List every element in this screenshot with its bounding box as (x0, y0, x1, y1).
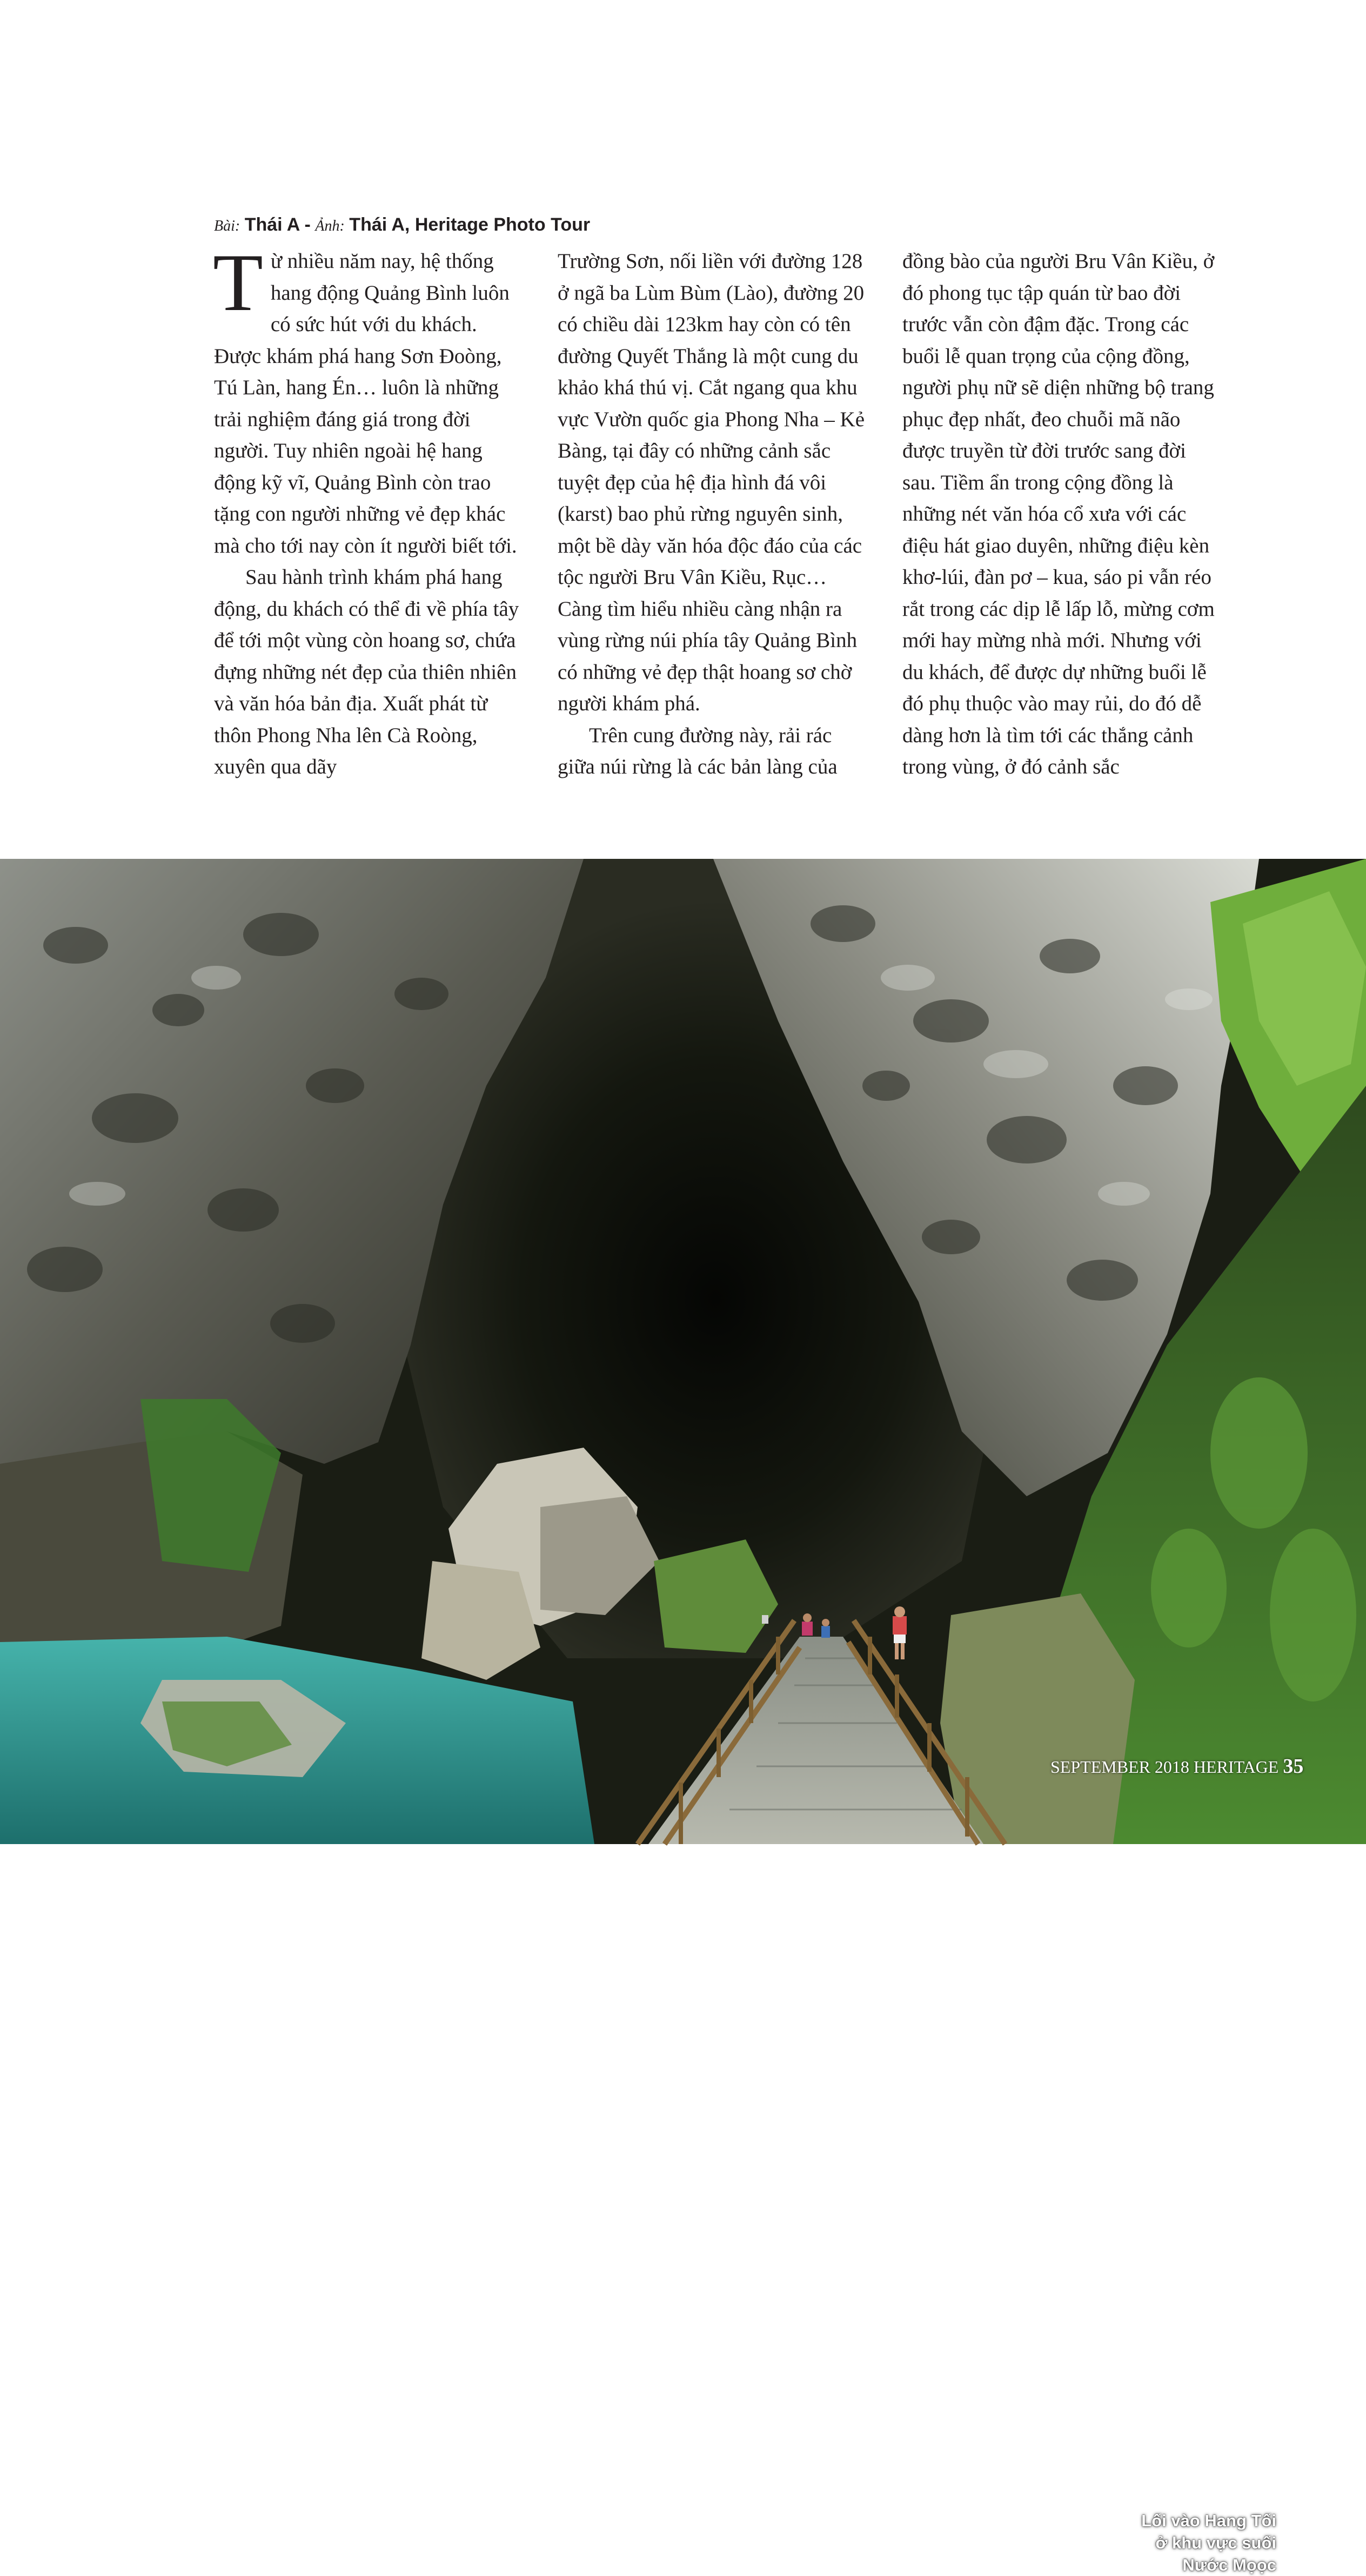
byline-photographers: Thái A, Heritage Photo Tour (349, 214, 591, 235)
byline-text-label: Bài: (214, 218, 240, 234)
article-column-2 (558, 246, 871, 813)
article-paragraph: Trên cung đường này, rải rác giữa núi rừng là các bản làng của (558, 723, 838, 778)
byline (214, 210, 1241, 241)
photo-caption (1108, 2510, 1276, 2576)
cave-entrance-photo (0, 859, 1366, 2574)
drop-cap: T (213, 237, 263, 328)
article-paragraph: Trường Sơn, nối liền với đường 128 ở ngã ba Lùm Bùm (Lào), đường 20 có chiều dài 123km hay còn có tên đường Quyết Thắng là một cung du khảo khá thú vị. Cắt ngang qua khu vực Vườn quốc gia Phong Nha – Kẻ Bàng, tại đây có những cảnh sắc tuyệt đẹp của hệ địa hình đá vôi (karst) bao phủ rừng nguyên sinh, một bề dày văn hóa độc đáo của các tộc người Bru Vân Kiều, Rục… Càng tìm hiểu nhiều càng nhận ra vùng rừng núi phía tây Quảng Bình có những vẻ đẹp thật hoang sơ chờ người khám phá. (558, 250, 865, 715)
folio-date: SEPTEMBER 2018 (1050, 1757, 1189, 1777)
article-paragraph: đồng bào của người Bru Vân Kiều, ở đó phong tục tập quán từ bao đời trước vẫn còn đậm đặc. Trong các buổi lễ quan trọng của cộng đồng, người phụ nữ sẽ diện những bộ trang phục đẹp nhất, đeo chuỗi mã não được truyền từ đời trước sang đời sau. Tiềm ẩn trong cộng đồng là những nét văn hóa cổ xưa với các điệu hát giao duyên, những điệu kèn khơ-lúi, đàn pơ – kua, sáo pi vẫn réo rắt trong các dịp lễ lấp lỗ, mừng cơm mới hay mừng nhà mới. Nhưng với du khách, để được dự những buổi lễ đó phụ thuộc vào may rủi, do đó dễ dàng hơn là tìm tới các thắng cảnh trong vùng, ở đó cảnh sắc (902, 250, 1215, 778)
article-paragraph (213, 237, 527, 562)
paragraph-text: ừ nhiều năm nay, hệ thống hang động Quảng Bình luôn có sức hút với du khách. Được khám phá hang Sơn Đoòng, Tú Làn, hang Én… luôn là những trải nghiệm đáng giá trong đời người. Tuy nhiên ngoài hệ hang động kỹ vĩ, Quảng Bình còn trao tặng con người những vẻ đẹp khác mà cho tới nay còn ít người biết tới. (214, 250, 517, 557)
page-folio (1050, 1755, 1304, 1778)
byline-author: Thái A - (244, 214, 311, 235)
caption-line: Lối vào Hang Tối (1141, 2511, 1276, 2530)
cave-photo-illustration (0, 859, 1366, 1844)
article-paragraph: Sau hành trình khám phá hang động, du khách có thể đi về phía tây để tới một vùng còn hoang sơ, chứa đựng những nét đẹp của thiên nhiên và văn hóa bản địa. Xuất phát từ thôn Phong Nha lên Cà Roòng, xuyên qua dãy (214, 566, 519, 778)
byline-photo-label: Ảnh: (315, 218, 345, 234)
article-column-1 (213, 237, 527, 813)
caption-line: ở khu vực suối (1155, 2533, 1276, 2552)
article-column-3 (902, 246, 1216, 813)
caption-line: Nước Mọọc (1182, 2555, 1276, 2574)
page-number: 35 (1283, 1755, 1304, 1778)
folio-magazine: HERITAGE (1193, 1757, 1279, 1777)
